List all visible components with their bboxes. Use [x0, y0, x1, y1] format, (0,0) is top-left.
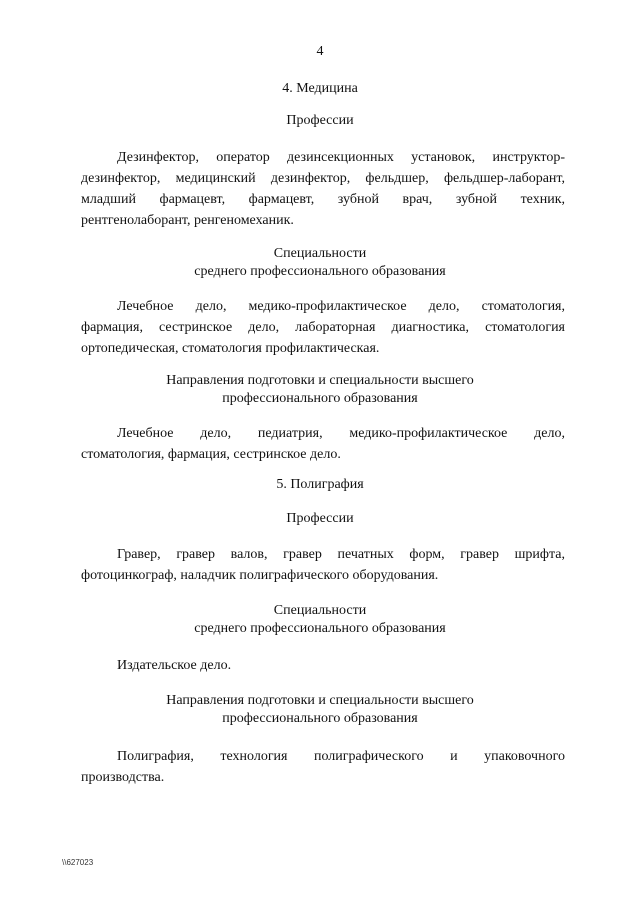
paragraph-line: рентгенолаборант, ренгеномеханик.: [81, 213, 294, 228]
vpo-title-line-2: профессионального образования: [222, 391, 418, 406]
section-heading-printing: 5. Полиграфия: [276, 477, 364, 492]
paragraph-line: Гравер, гравер валов, гравер печатных форм, гравер шрифта,: [117, 547, 565, 562]
paragraph-line: Лечебное дело, педиатрия, медико-профилактическое дело,: [117, 426, 565, 441]
spo-title-line-1: Специальности: [273, 603, 367, 618]
vpo-paragraph-printing: [81, 746, 565, 788]
professions-paragraph-medicine: [81, 147, 565, 231]
paragraph-line: фармация, сестринское дело, лабораторная диагностика, стоматология: [81, 320, 565, 335]
vpo-title-printing: [0, 692, 640, 728]
spo-paragraph-printing: [81, 655, 565, 676]
paragraph-line: ортопедическая, стоматология профилактическая.: [81, 341, 380, 356]
paragraph-line: Дезинфектор, оператор дезинсекционных установок, инструктор-: [117, 150, 565, 165]
section-heading-medicine: 4. Медицина: [282, 81, 358, 96]
spo-title-line-2: среднего профессионального образования: [194, 621, 446, 636]
spo-title-line-2: среднего профессионального образования: [194, 264, 446, 279]
professions-title-printing: Профессии: [286, 511, 354, 526]
page-number: 4: [316, 44, 324, 59]
spo-title-printing: [0, 602, 640, 638]
spo-title-medicine: [0, 245, 640, 281]
paragraph-line: стоматология, фармация, сестринское дело.: [81, 447, 341, 462]
paragraph-line: Лечебное дело, медико-профилактическое дело, стоматология,: [117, 299, 565, 314]
paragraph-line: Полиграфия, технология полиграфического и упаковочного: [117, 749, 565, 764]
vpo-title-line-1: Направления подготовки и специальности высшего: [166, 373, 474, 388]
spo-title-line-1: Специальности: [273, 246, 367, 261]
paragraph-line: дезинфектор, медицинский дезинфектор, фельдшер, фельдшер-лаборант,: [81, 171, 565, 186]
footer-document-code: \\627023: [62, 858, 94, 867]
vpo-title-line-2: профессионального образования: [222, 711, 418, 726]
vpo-paragraph-medicine: [81, 423, 565, 465]
paragraph-line: Издательское дело.: [117, 658, 232, 673]
vpo-title-medicine: [0, 372, 640, 408]
professions-title-medicine: Профессии: [286, 113, 354, 128]
paragraph-line: производства.: [81, 770, 165, 785]
spo-paragraph-medicine: [81, 296, 565, 359]
paragraph-line: младший фармацевт, фармацевт, зубной врач, зубной техник,: [81, 192, 565, 207]
vpo-title-line-1: Направления подготовки и специальности высшего: [166, 693, 474, 708]
paragraph-line: фотоцинкограф, наладчик полиграфического оборудования.: [81, 568, 439, 583]
professions-paragraph-printing: [81, 544, 565, 586]
